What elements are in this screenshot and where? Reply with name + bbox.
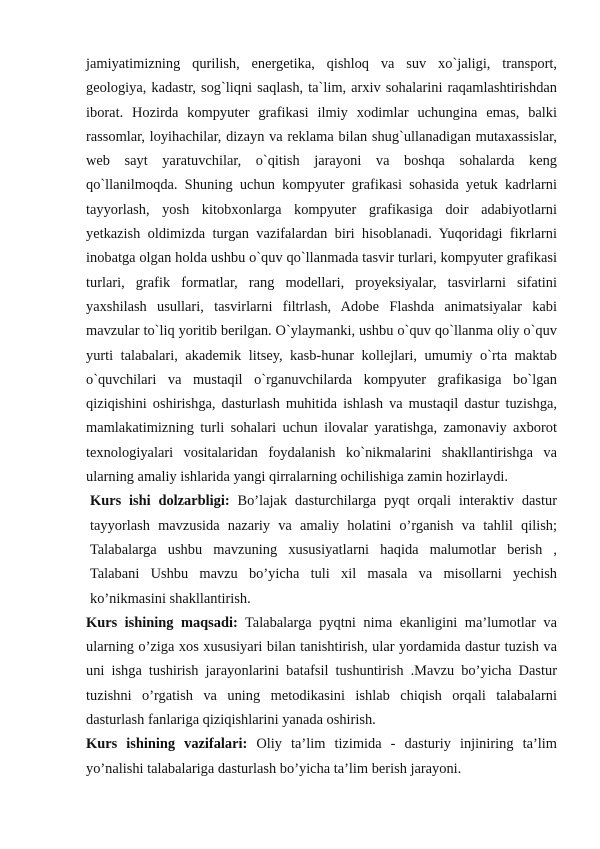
intro-paragraph: jamiyatimizning qurilish, energetika, qishloq va suv xo`jaligi, transport, geologiya, kadastr, sog`liqni saqlash, ta`lim, arxiv sohalarini raqamlashtirishdan iborat. Hozirda kompyuter grafikasi ilmiy xodimlar uchungina emas, balki rassomlar, loyihachilar, dizayn va reklama bilan shug`ullanadigan mutaxassislar, web sayt yaratuvchilar, o`qitish jarayoni va boshqa sohalarda keng qo`llanilmoqda. Shuning uchun kompyuter grafikasi sohasida yetuk kadrlarni tayyorlash, yosh kitobxonlarga kompyuter grafikasiga doir adabiyotlarni yetkazish oldimizda turgan vazifalardan biri hisoblanadi. Yuqoridagi fikrlarni inobatga olgan holda ushbu o`quv qo`llanmada tasvir turlari, kompyuter grafikasi turlari, grafik formatlar, rang modellari, proyeksiyalar, tasvirlarni sifatini yaxshilash usullari, tasvirlarni filtrlash, Adobe Flashda animatsiyalar kabi mavzular to`liq yoritib berilgan. O`ylaymanki, ushbu o`quv qo`llanma oliy o`quv yurti talabalari, akademik litsey, kasb-hunar kollejlari, umumiy o`rta maktab o`quvchilari va mustaqil o`rganuvchilarda kompyuter grafikasiga bo`lgan qiziqishini oshirishga, dasturlash muhitida ishlash va mustaqil dastur tuzishga, mamlakatimizning turli sohalari uchun ilovalar yaratishga, zamonaviy axborot texnologiyalari vositalaridan foydalanish ko`nikmalarini shakllantirishga va ularning amaliy ishlarida yangi qirralarning ochilishiga zamin hozirlaydi. (86, 56, 557, 486)
relevance-heading: Kurs ishi dolzarbligi: (90, 493, 230, 510)
goal-heading: Kurs ishining maqsadi: (86, 614, 238, 631)
tasks-heading: Kurs ishining vazifalari: (86, 736, 248, 753)
goal-text: Talabalarga pyqtni nima ekanligini ma’lumotlar va ularning o’ziga xos xususiyari bilan tanishtirish, ular yordamida dastur tuzish va uni ishga tushirish jarayonlarini batafsil tushuntirish .Mavzu bo’yicha Dastur tuzishni o’rgatish va uning metodikasini ishlab chiqish orqali talabalarni dasturlash fanlariga qiziqishlarini yanada oshirish. (86, 614, 557, 729)
tasks-text: Oliy ta’lim tizimida - dasturiy injiniring ta’lim yo’nalishi talabalariga dasturlash bo’yicha ta’lim berish jarayoni. (86, 736, 557, 777)
tasks-paragraph (86, 732, 557, 781)
goal-paragraph (86, 611, 557, 732)
relevance-paragraph (86, 489, 557, 610)
relevance-text: Bo’lajak dasturchilarga pyqt orqali interaktiv dastur tayyorlash mavzusida nazariy va amaliy holatini o’rganish va tahlil qilish; Talabalarga ushbu mavzuning xususiyatlarni haqida malumotlar berish , Talabani Ushbu mavzu bo’yicha tuli xil masala va misollarni yechish ko’nikmasini shakllantirish. (90, 493, 557, 607)
